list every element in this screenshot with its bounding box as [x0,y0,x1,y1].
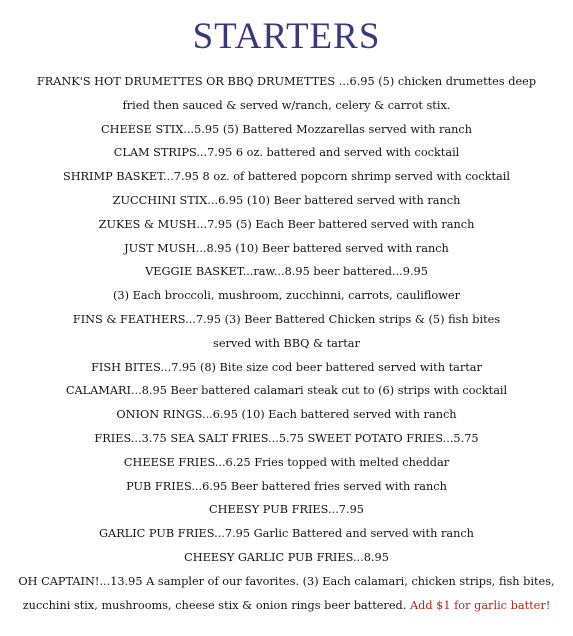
garlic-batter-note: Add $1 for garlic batter! [409,598,551,612]
menu-line: (3) Each broccoli, mushroom, zucchinni, carrots, cauliflower [113,289,460,303]
menu-line: FINS & FEATHERS...7.95 (3) Beer Battered Chicken strips & (5) fish bites [72,312,501,326]
menu-line: SHRIMP BASKET...7.95 8 oz. of battered popcorn shrimp served with cocktail [62,170,511,184]
menu-line: CHEESE FRIES...6.25 Fries topped with melted cheddar [123,455,450,469]
menu-line: ZUKES & MUSH...7.95 (5) Each Beer battered served with ranch [98,217,475,231]
page-title: STARTERS [192,16,381,57]
menu-line: FRIES...3.75 SEA SALT FRIES...5.75 SWEET POTATO FRIES...5.75 [94,431,479,445]
menu-line-last [0,594,573,618]
menu-line: ZUCCHINI STIX...6.95 (10) Beer battered served with ranch [112,193,461,207]
menu-line: PUB FRIES...6.95 Beer battered fries served with ranch [126,479,447,493]
menu-line: served with BBQ & tartar [213,336,360,350]
menu-line: CHEESY GARLIC PUB FRIES...8.95 [184,550,389,564]
starters-list [0,70,573,617]
menu-line: VEGGIE BASKET...raw...8.95 beer battered...9.95 [145,265,428,279]
menu-line: FRANK'S HOT DRUMETTES OR BBQ DRUMETTES ...6.95 (5) chicken drumettes deep [36,75,537,88]
last-line-text: zucchini stix, mushrooms, cheese stix & onion rings beer battered. [22,598,407,612]
menu-line: fried then sauced & served w/ranch, celery & carrot stix. [122,98,451,112]
menu-line: ONION RINGS...6.95 (10) Each battered served with ranch [116,408,457,422]
menu-line: FISH BITES...7.95 (8) Bite size cod beer battered served with tartar [91,360,482,374]
menu-line: CALAMARI...8.95 Beer battered calamari steak cut to (6) strips with cocktail [65,384,508,398]
menu-line: CHEESE STIX...5.95 (5) Battered Mozzarellas served with ranch [100,122,473,136]
menu-line: JUST MUSH...8.95 (10) Beer battered served with ranch [124,241,449,255]
menu-line: GARLIC PUB FRIES...7.95 Garlic Battered and served with ranch [99,527,474,541]
menu-line: OH CAPTAIN!...13.95 A sampler of our favorites. (3) Each calamari, chicken strips, fish bites, [18,574,555,588]
menu-line: CLAM STRIPS...7.95 6 oz. battered and served with cocktail [113,146,460,160]
menu-line: CHEESY PUB FRIES...7.95 [209,503,364,517]
